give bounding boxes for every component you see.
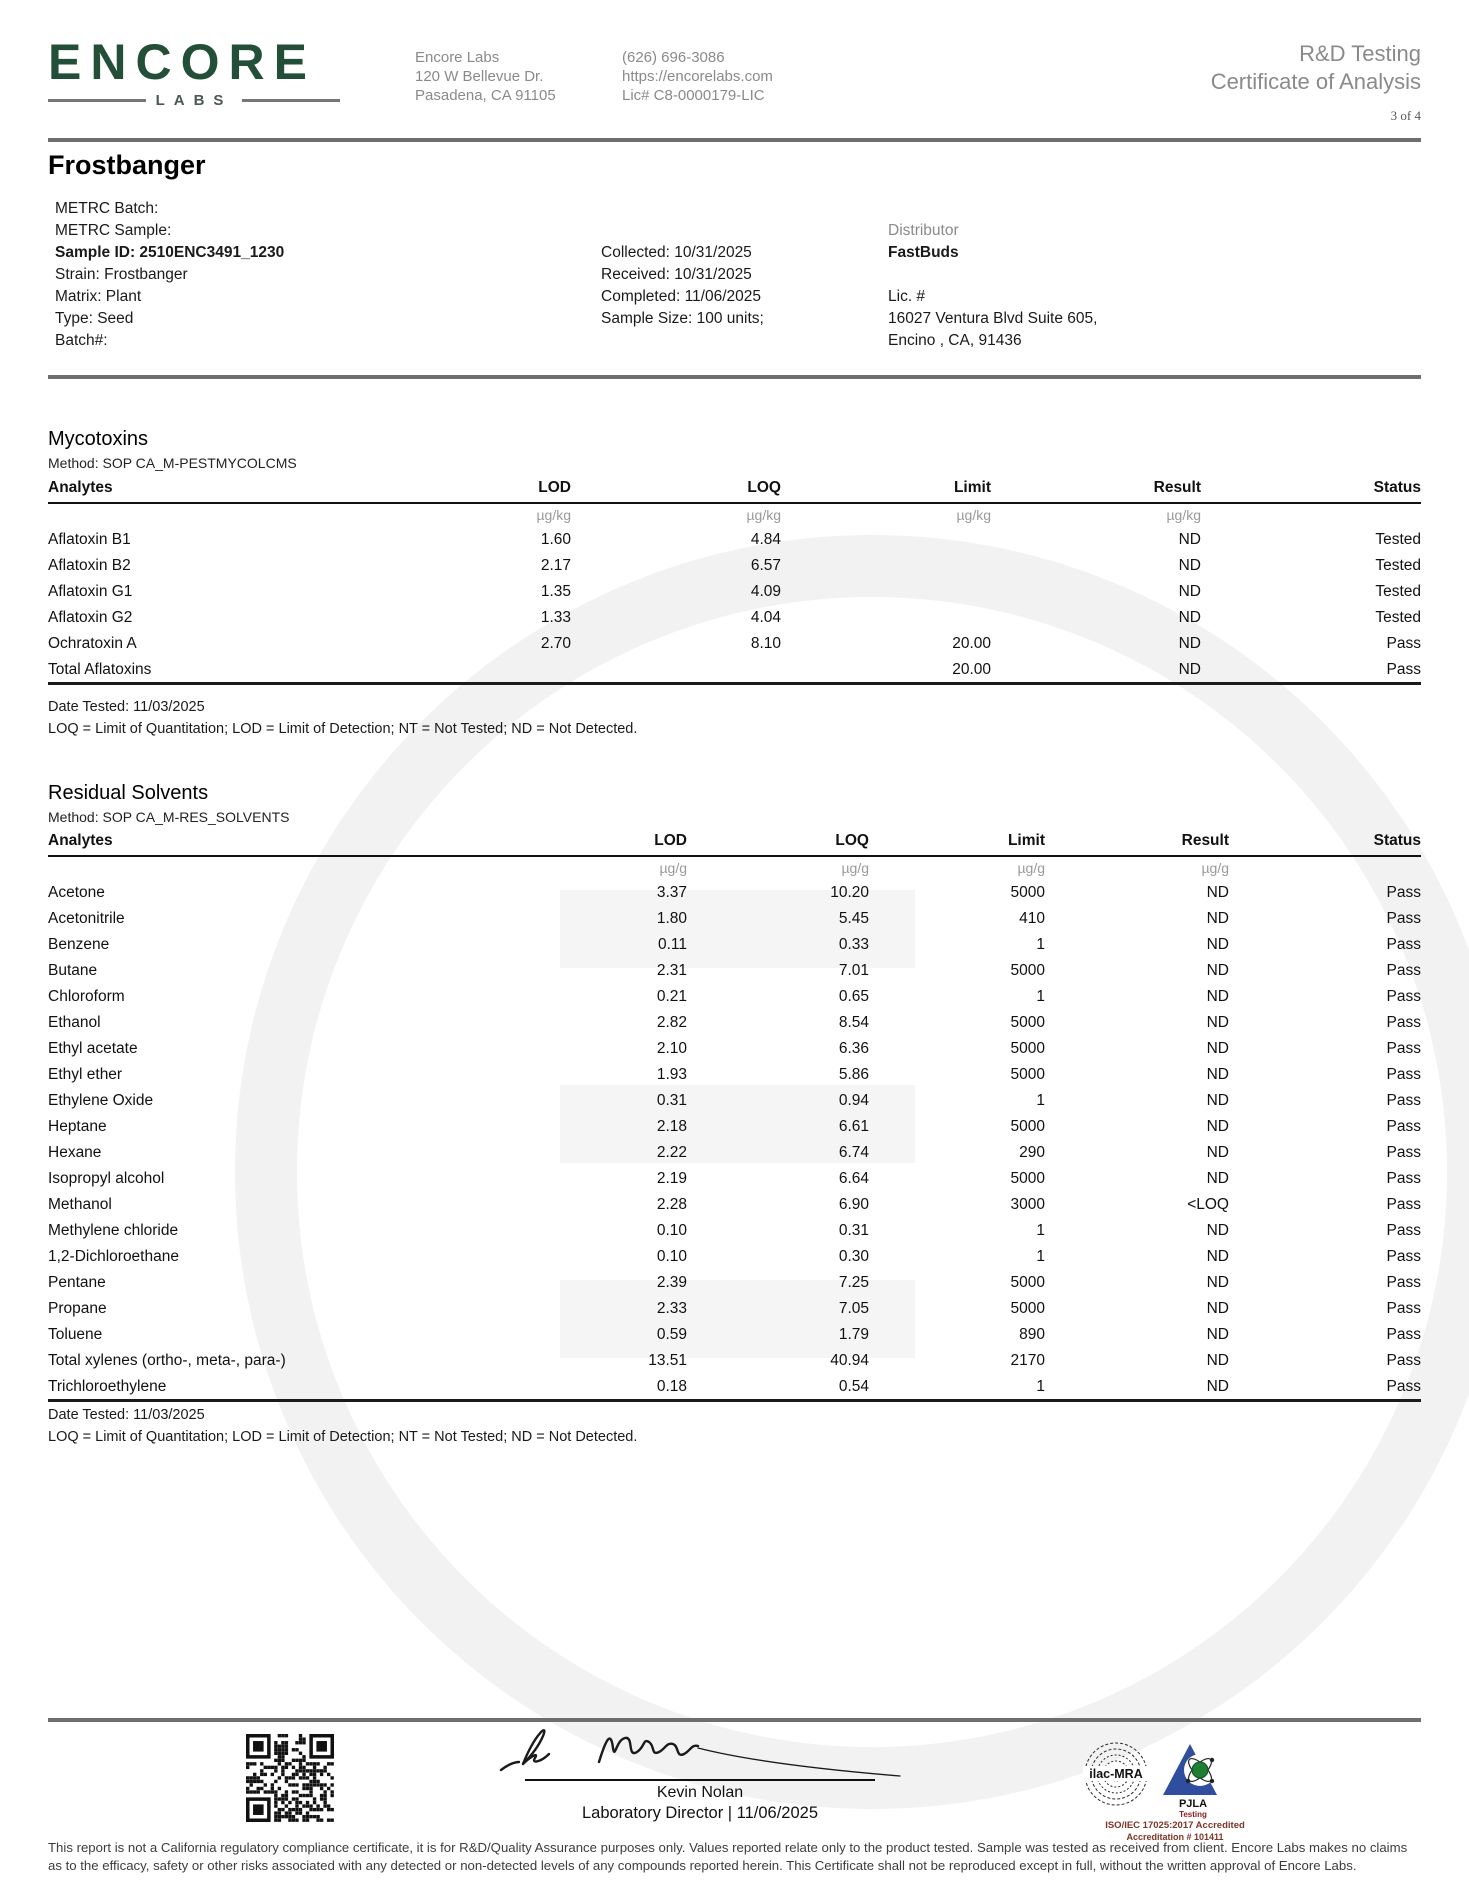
column-header: LOD: [389, 478, 571, 503]
value-cell: 1: [1036, 987, 1045, 1005]
value-cell: 1.93: [656, 1065, 687, 1083]
value-cell: 3000: [1010, 1195, 1045, 1213]
ilac-mra-logo: [1082, 1740, 1150, 1808]
value-cell: 5.86: [838, 1065, 869, 1083]
analyte-row: [48, 1035, 1421, 1061]
analyte-name: Acetone: [48, 883, 105, 901]
value-cell: ND: [1206, 1143, 1229, 1161]
accreditation-number: Accreditation # 101411: [1126, 1832, 1224, 1842]
analyte-row: [48, 630, 1421, 656]
metrc-sample: METRC Sample:: [55, 222, 172, 239]
analyte-row: [48, 1087, 1421, 1113]
analyte-row: [48, 1269, 1421, 1295]
analyte-name: Heptane: [48, 1117, 107, 1135]
doc-type: Certificate of Analysis: [1210, 69, 1421, 94]
column-header: Result: [1045, 831, 1229, 856]
value-cell: <LOQ: [1187, 1195, 1229, 1213]
analyte-name: Aflatoxin B2: [48, 556, 131, 574]
analyte-name: Isopropyl alcohol: [48, 1169, 165, 1187]
value-cell: 2.70: [540, 634, 571, 652]
lab-license: Lic# C8-0000179-LIC: [622, 87, 765, 104]
value-cell: ND: [991, 656, 1201, 684]
value-cell: Pass: [1201, 656, 1421, 684]
value-cell: 0.54: [687, 1373, 869, 1401]
column-header: Result: [991, 478, 1201, 503]
value-cell: 0.31: [656, 1091, 687, 1109]
analyte-name: Aflatoxin G2: [48, 608, 133, 626]
value-cell: Pass: [1386, 1065, 1421, 1083]
value-cell: 4.04: [750, 608, 781, 626]
value-cell: 5.45: [838, 909, 869, 927]
value-cell: 3.37: [656, 883, 687, 901]
analyte-name: Methylene chloride: [48, 1221, 179, 1239]
value-cell: 4.09: [750, 582, 781, 600]
value-cell: 2.17: [540, 556, 571, 574]
analyte-row: [48, 983, 1421, 1009]
value-cell: Pass: [1386, 961, 1421, 979]
analyte-name: Propane: [48, 1299, 107, 1317]
value-cell: 5000: [1010, 883, 1045, 901]
lab-website: https://encorelabs.com: [622, 68, 773, 85]
mycotoxins-header: [48, 428, 297, 471]
lab-phone: (626) 696-3086: [622, 49, 725, 66]
unit-cell: µg/kg: [746, 507, 781, 523]
distributor-name: FastBuds: [888, 244, 959, 261]
analyte-name: Ethylene Oxide: [48, 1091, 154, 1109]
value-cell: Pass: [1386, 1351, 1421, 1369]
report-type: R&D Testing: [1299, 41, 1421, 66]
sample-id: Sample ID: 2510ENC3491_1230: [55, 244, 285, 261]
value-cell: 1.80: [656, 909, 687, 927]
column-header: LOD: [505, 831, 687, 856]
value-cell: Pass: [1386, 1299, 1421, 1317]
analyte-row: [48, 1347, 1421, 1373]
value-cell: Pass: [1386, 1325, 1421, 1343]
column-header: Status: [1229, 831, 1421, 856]
sample-info-left: [55, 198, 284, 352]
value-cell: ND: [1206, 1065, 1229, 1083]
logo-sub-label: LABS: [155, 92, 233, 109]
column-header: Analytes: [48, 478, 389, 503]
lab-contact-block: [622, 48, 773, 105]
value-cell: 2170: [1010, 1351, 1045, 1369]
accreditation-standard: ISO/IEC 17025:2017 Accredited: [1105, 1820, 1245, 1831]
value-cell: 2.28: [656, 1195, 687, 1213]
value-cell: Tested: [1375, 608, 1421, 626]
value-cell: 7.25: [838, 1273, 869, 1291]
value-cell: 2.19: [656, 1169, 687, 1187]
analyte-row: [48, 1113, 1421, 1139]
value-cell: 1.79: [838, 1325, 869, 1343]
mycotoxins-method: Method: SOP CA_M-PESTMYCOLCMS: [48, 455, 297, 471]
value-cell: Pass: [1229, 1373, 1421, 1401]
analyte-row: [48, 1321, 1421, 1347]
unit-cell: µg/kg: [956, 507, 991, 523]
value-cell: 0.65: [838, 987, 869, 1005]
value-cell: Pass: [1386, 1091, 1421, 1109]
value-cell: 890: [1019, 1325, 1045, 1343]
value-cell: Pass: [1386, 1117, 1421, 1135]
distributor-label: Distributor: [888, 222, 959, 239]
column-header: Limit: [781, 478, 991, 503]
value-cell: 1: [869, 1373, 1045, 1401]
value-cell: 7.01: [838, 961, 869, 979]
value-cell: Pass: [1386, 1195, 1421, 1213]
value-cell: [571, 656, 781, 684]
solvents-method: Method: SOP CA_M-RES_SOLVENTS: [48, 809, 290, 825]
value-cell: ND: [1178, 634, 1201, 652]
lab-address-block: [415, 48, 556, 105]
solvents-footnote: LOQ = Limit of Quantitation; LOD = Limit of Detection; NT = Not Tested; ND = Not Detected.: [48, 1429, 638, 1445]
unit-cell: [48, 503, 389, 526]
value-cell: ND: [1206, 1117, 1229, 1135]
sample-dates: [601, 242, 764, 330]
value-cell: ND: [1178, 582, 1201, 600]
analyte-row: [48, 879, 1421, 905]
value-cell: Pass: [1386, 1221, 1421, 1239]
analyte-name: Chloroform: [48, 987, 125, 1005]
analyte-row: [48, 578, 1421, 604]
matrix: Matrix: Plant: [55, 288, 142, 305]
analyte-row: [48, 905, 1421, 931]
value-cell: 290: [1019, 1143, 1045, 1161]
value-cell: 2.82: [656, 1013, 687, 1031]
analyte-name: Trichloroethylene: [48, 1373, 505, 1401]
analyte-name: 1,2-Dichloroethane: [48, 1247, 179, 1265]
column-header: LOQ: [571, 478, 781, 503]
value-cell: 1.60: [540, 530, 571, 548]
value-cell: ND: [1206, 987, 1229, 1005]
value-cell: 2.39: [656, 1273, 687, 1291]
disclaimer-text: This report is not a California regulatory compliance certificate, it is for R&D/Quality Assurance purposes only. Values reported relate only to the product tested. Sample was tested as received from client. Encore Labs makes no claims as to the efficacy, safety or other risks associated with any detected or non-detected levels of any compounds reported herein. This Certificate shall not be reproduced except in full, without the written approval of Encore Labs.: [48, 1840, 1408, 1873]
analyte-row: [48, 604, 1421, 630]
analyte-name: Ethyl acetate: [48, 1039, 138, 1057]
value-cell: 0.10: [656, 1221, 687, 1239]
value-cell: 6.74: [838, 1143, 869, 1161]
value-cell: 1.35: [540, 582, 571, 600]
value-cell: ND: [1206, 1039, 1229, 1057]
analyte-row: [48, 1165, 1421, 1191]
analyte-name: Ochratoxin A: [48, 634, 137, 652]
sample-title: Frostbanger: [48, 150, 206, 180]
value-cell: 0.21: [656, 987, 687, 1005]
value-cell: Pass: [1386, 883, 1421, 901]
value-cell: ND: [1206, 1221, 1229, 1239]
analyte-name: Toluene: [48, 1325, 103, 1343]
qr-code: [246, 1734, 334, 1822]
analyte-row: [48, 526, 1421, 552]
metrc-batch: METRC Batch:: [55, 200, 159, 217]
value-cell: 20.00: [781, 656, 991, 684]
value-cell: [781, 526, 991, 552]
encore-labs-logo: [48, 36, 340, 109]
value-cell: 5000: [1010, 1169, 1045, 1187]
value-cell: ND: [1178, 530, 1201, 548]
value-cell: 0.18: [505, 1373, 687, 1401]
analyte-row: [48, 957, 1421, 983]
analyte-row: [48, 1373, 1421, 1401]
value-cell: Pass: [1386, 909, 1421, 927]
analyte-row: [48, 1217, 1421, 1243]
value-cell: Pass: [1386, 987, 1421, 1005]
value-cell: Pass: [1386, 1013, 1421, 1031]
value-cell: 0.94: [838, 1091, 869, 1109]
ilac-mra-label: ilac-MRA: [1089, 1767, 1143, 1781]
value-cell: 40.94: [830, 1351, 869, 1369]
analyte-name: Aflatoxin B1: [48, 530, 131, 548]
value-cell: 0.11: [657, 935, 687, 953]
logo-rule-right: [242, 99, 340, 102]
distributor-block: [888, 220, 1097, 352]
value-cell: [781, 552, 991, 578]
value-cell: Pass: [1386, 1039, 1421, 1057]
analyte-name: Butane: [48, 961, 98, 979]
analyte-row: [48, 656, 1421, 684]
value-cell: 0.59: [656, 1325, 687, 1343]
received-date: Received: 10/31/2025: [601, 266, 752, 283]
value-cell: 2.18: [656, 1117, 687, 1135]
value-cell: ND: [1206, 935, 1229, 953]
value-cell: 6.36: [838, 1039, 869, 1057]
value-cell: 1: [1036, 935, 1045, 953]
unit-cell: µg/g: [1017, 860, 1045, 876]
distributor-address2: Encino , CA, 91436: [888, 332, 1022, 349]
value-cell: 5000: [1010, 961, 1045, 979]
value-cell: 13.51: [648, 1351, 687, 1369]
value-cell: 0.10: [656, 1247, 687, 1265]
value-cell: 2.31: [656, 961, 687, 979]
value-cell: 7.05: [838, 1299, 869, 1317]
value-cell: ND: [1206, 909, 1229, 927]
value-cell: ND: [1206, 1299, 1229, 1317]
analyte-row: [48, 1139, 1421, 1165]
analyte-name: Pentane: [48, 1273, 106, 1291]
value-cell: 6.57: [750, 556, 781, 574]
value-cell: ND: [1206, 1247, 1229, 1265]
unit-cell: µg/g: [659, 860, 687, 876]
value-cell: ND: [1206, 1351, 1229, 1369]
value-cell: 20.00: [952, 634, 991, 652]
value-cell: 1: [1036, 1091, 1045, 1109]
analyte-row: [48, 1295, 1421, 1321]
units-row: [48, 856, 1421, 879]
analyte-name: Acetonitrile: [48, 909, 125, 927]
value-cell: [781, 604, 991, 630]
logo-wordmark: ENCORE: [48, 34, 316, 90]
value-cell: 0.31: [838, 1221, 869, 1239]
logo-rule-left: [48, 99, 146, 102]
unit-cell: [48, 856, 505, 879]
value-cell: 5000: [1010, 1013, 1045, 1031]
distributor-license: Lic. #: [888, 288, 926, 305]
analyte-row: [48, 1243, 1421, 1269]
value-cell: 410: [1019, 909, 1045, 927]
value-cell: ND: [1045, 1373, 1229, 1401]
value-cell: Pass: [1386, 1247, 1421, 1265]
pjla-sub-label: Testing: [1179, 1810, 1207, 1819]
distributor-address1: 16027 Ventura Blvd Suite 605,: [888, 310, 1098, 327]
signature-line: [525, 1779, 875, 1781]
solvents-title: Residual Solvents: [48, 782, 209, 804]
column-header: Limit: [869, 831, 1045, 856]
value-cell: ND: [1206, 883, 1229, 901]
column-header: Analytes: [48, 831, 505, 856]
analyte-row: [48, 1191, 1421, 1217]
value-cell: ND: [1206, 1273, 1229, 1291]
value-cell: ND: [1178, 608, 1201, 626]
column-header: LOQ: [687, 831, 869, 856]
value-cell: 2.33: [656, 1299, 687, 1317]
pjla-logo: [1160, 1740, 1226, 1798]
value-cell: Pass: [1386, 1143, 1421, 1161]
value-cell: Pass: [1386, 935, 1421, 953]
sample-type: Type: Seed: [55, 310, 134, 327]
mycotoxins-footnote: LOQ = Limit of Quantitation; LOD = Limit of Detection; NT = Not Tested; ND = Not Detected.: [48, 721, 638, 737]
value-cell: Pass: [1386, 1169, 1421, 1187]
mycotoxins-footer: [48, 696, 637, 740]
solvents-table: [48, 831, 1421, 1402]
analyte-name: Total Aflatoxins: [48, 656, 389, 684]
unit-cell: µg/kg: [536, 507, 571, 523]
value-cell: 1: [1036, 1247, 1045, 1265]
unit-cell: µg/g: [841, 860, 869, 876]
value-cell: 5000: [1010, 1065, 1045, 1083]
analyte-name: Aflatoxin G1: [48, 582, 133, 600]
analyte-row: [48, 1009, 1421, 1035]
value-cell: [389, 656, 571, 684]
analyte-name: Benzene: [48, 935, 110, 953]
pjla-label: PJLA: [1178, 1798, 1208, 1810]
strain: Strain: Frostbanger: [55, 266, 188, 283]
analyte-row: [48, 931, 1421, 957]
value-cell: Tested: [1375, 582, 1421, 600]
unit-cell: µg/g: [1201, 860, 1229, 876]
value-cell: 5000: [1010, 1273, 1045, 1291]
value-cell: ND: [1206, 961, 1229, 979]
lab-address1: 120 W Bellevue Dr.: [415, 68, 544, 85]
mycotoxins-date-tested: Date Tested: 11/03/2025: [48, 699, 205, 715]
value-cell: ND: [1206, 1325, 1229, 1343]
value-cell: [781, 578, 991, 604]
value-cell: ND: [1206, 1091, 1229, 1109]
analyte-name: Methanol: [48, 1195, 112, 1213]
value-cell: ND: [1206, 1169, 1229, 1187]
value-cell: 8.10: [750, 634, 781, 652]
value-cell: Pass: [1386, 634, 1421, 652]
value-cell: 0.33: [838, 935, 869, 953]
column-header: Status: [1201, 478, 1421, 503]
lab-address2: Pasadena, CA 91105: [415, 87, 556, 104]
value-cell: 6.64: [838, 1169, 869, 1187]
logo-subline: [48, 92, 340, 109]
value-cell: 5000: [1010, 1039, 1045, 1057]
value-cell: 1.33: [540, 608, 571, 626]
analyte-name: Total xylenes (ortho-, meta-, para-): [48, 1351, 286, 1369]
solvents-footer: [48, 1404, 637, 1448]
value-cell: 8.54: [838, 1013, 869, 1031]
value-cell: 2.10: [656, 1039, 687, 1057]
value-cell: 6.61: [838, 1117, 869, 1135]
value-cell: 1: [1036, 1221, 1045, 1239]
sample-divider: [48, 375, 1421, 379]
signer-role: Laboratory Director | 11/06/2025: [581, 1804, 819, 1822]
header-divider: [48, 138, 1421, 142]
analyte-name: Ethyl ether: [48, 1065, 123, 1083]
unit-cell: µg/kg: [1166, 507, 1201, 523]
value-cell: 6.90: [838, 1195, 869, 1213]
batch-number: Batch#:: [55, 332, 108, 349]
collected-date: Collected: 10/31/2025: [601, 244, 752, 261]
value-cell: 0.30: [838, 1247, 869, 1265]
completed-date: Completed: 11/06/2025: [601, 288, 761, 305]
unit-cell: [1201, 503, 1421, 526]
value-cell: 4.84: [750, 530, 781, 548]
solvents-header: [48, 782, 289, 825]
page-indicator: 3 of 4: [1390, 108, 1421, 123]
value-cell: 5000: [1010, 1117, 1045, 1135]
sample-size: Sample Size: 100 units;: [601, 310, 764, 327]
signature: [495, 1712, 915, 1782]
mycotoxins-table: [48, 478, 1421, 685]
value-cell: Pass: [1386, 1273, 1421, 1291]
analyte-row: [48, 552, 1421, 578]
units-row: [48, 503, 1421, 526]
analyte-name: Ethanol: [48, 1013, 101, 1031]
unit-cell: [1229, 856, 1421, 879]
solvents-date-tested: Date Tested: 11/03/2025: [48, 1407, 205, 1423]
analyte-row: [48, 1061, 1421, 1087]
mycotoxins-title: Mycotoxins: [48, 428, 149, 450]
value-cell: Tested: [1375, 556, 1421, 574]
signer-name: Kevin Nolan: [656, 1784, 744, 1801]
value-cell: ND: [1178, 556, 1201, 574]
value-cell: 2.22: [656, 1143, 687, 1161]
value-cell: 5000: [1010, 1299, 1045, 1317]
report-type-block: [1001, 40, 1421, 130]
value-cell: ND: [1206, 1013, 1229, 1031]
value-cell: 10.20: [830, 883, 869, 901]
analyte-name: Hexane: [48, 1143, 102, 1161]
spacer: [888, 264, 1097, 286]
lab-name: Encore Labs: [415, 49, 500, 66]
value-cell: Tested: [1375, 530, 1421, 548]
